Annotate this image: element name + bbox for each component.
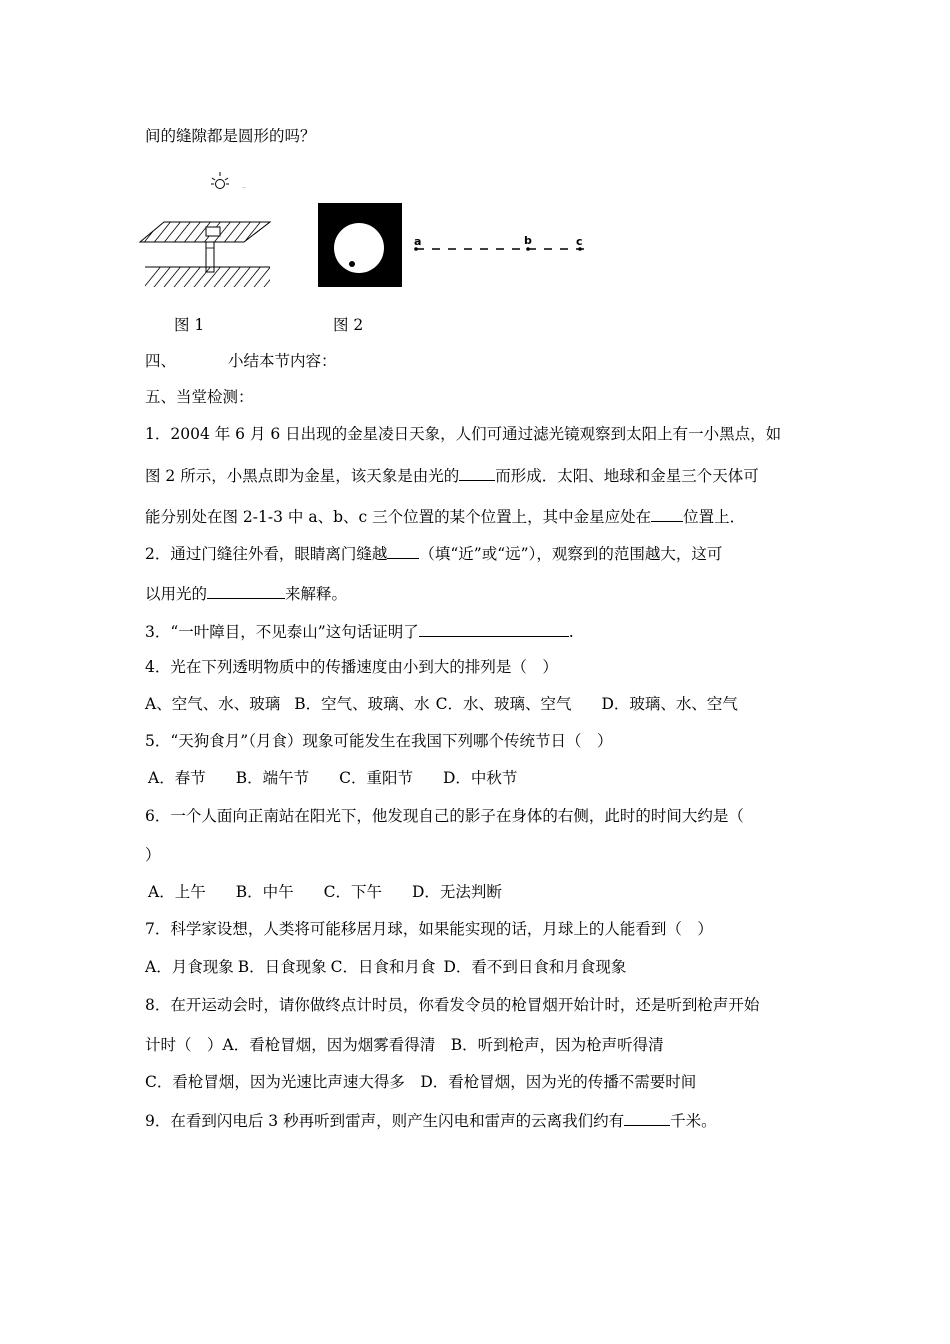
intro-line: 间的缝隙都是圆形的吗？ — [145, 127, 316, 145]
q8-line-1: 8．在开运动会时，请你做终点计时员，你看发令员的枪冒烟开始计时，还是听到枪声开始 — [145, 996, 760, 1014]
q1-line-3a: 能分别处在图 2-1-3 中 a、b、c 三个位置的某个位置上，其中金星应处在 — [145, 508, 652, 526]
section-summary-number: 四、 — [145, 352, 177, 370]
figure-1-diagram — [140, 170, 275, 295]
q2-blank-1[interactable] — [387, 543, 419, 559]
q2-line-1a: 2．通过门缝往外看，眼睛离门缝越 — [145, 545, 388, 563]
q9-end: 千米。 — [670, 1112, 717, 1130]
q1-line-2 — [145, 465, 759, 486]
q3-line — [145, 621, 574, 642]
q2-blank-2[interactable] — [207, 583, 285, 599]
section-summary — [145, 351, 337, 371]
q6-line-1: 6．一个人面向正南站在阳光下，他发现自己的影子在身体的右侧，此时的时间大约是（ — [145, 807, 744, 825]
q4-stem: 4．光在下列透明物质中的传播速度由小到大的排列是（ ） — [145, 658, 558, 676]
q6-option-d: D．无法判断 — [411, 883, 502, 901]
q7-option-c: C．日食和月食 — [330, 958, 436, 976]
q4-option-b: B．空气、玻璃、水 — [294, 695, 430, 713]
q1-line-2b: 而形成．太阳、地球和金星三个天体可 — [495, 467, 759, 485]
q6-option-c: C．下午 — [323, 883, 382, 901]
q7-option-a: A．月食现象 — [145, 958, 234, 976]
q3-stem: 3．“一叶障目，不见泰山”这句话证明了 — [145, 623, 419, 641]
q9-line — [145, 1110, 717, 1131]
q1-line-3 — [145, 506, 745, 527]
q1-line-2a: 图 2 所示，小黑点即为金星，该天象是由光的 — [145, 467, 460, 485]
q1-line-3b: 位置上． — [683, 508, 746, 526]
q6-line-2: ） — [145, 846, 161, 864]
q1-blank-2[interactable] — [651, 506, 683, 522]
venus-dot — [349, 261, 355, 267]
q2-line-1b: （填“近”或“远”），观察到的范围越大，这可 — [419, 545, 723, 563]
point-b-label: b — [524, 234, 532, 247]
q1-line-1: 1．2004 年 6 月 6 日出现的金星凌日天象，人们可通过滤光镜观察到太阳上有一小黑点，如 — [145, 425, 782, 443]
q2-line-2b: 来解释。 — [285, 585, 348, 603]
q5-options — [148, 768, 517, 788]
q4-option-d: D．玻璃、水、空气 — [601, 695, 738, 713]
q4-options — [145, 694, 738, 714]
q5-option-b: B．端午节 — [235, 769, 310, 787]
q2-line-2a: 以用光的 — [145, 585, 208, 603]
q5-option-d: D．中秋节 — [442, 769, 518, 787]
q6-options — [148, 882, 502, 902]
q1-blank-1[interactable] — [459, 465, 495, 481]
figure-1-caption: 图 1 — [174, 316, 205, 334]
sun-disc — [334, 223, 384, 273]
q4-option-a: A、空气、水、玻璃 — [145, 695, 281, 713]
q5-stem: 5．“天狗食月”（月食）现象可能发生在我国下列哪个传统节日（ ） — [145, 732, 613, 750]
section-summary-text: 小结本节内容： — [228, 352, 337, 370]
q7-option-d: D．看不到日食和月食现象 — [443, 958, 627, 976]
lamp-icon — [211, 172, 246, 190]
q3-end: . — [568, 623, 574, 641]
q8-line-2: 计时（ ）A．看枪冒烟，因为烟雾看得清 B．听到枪声，因为枪声听得清 — [145, 1036, 664, 1054]
section-test: 五、当堂检测： — [145, 388, 254, 406]
q4-option-c: C．水、玻璃、空气 — [435, 695, 572, 713]
point-c-label: c — [576, 235, 583, 248]
q3-blank[interactable] — [419, 621, 569, 637]
q2-line-1 — [145, 543, 722, 564]
svg-text:..: .. — [242, 183, 246, 190]
q9-blank[interactable] — [624, 1110, 670, 1126]
q7-stem: 7．科学家设想，人类将可能移居月球，如果能实现的话，月球上的人能看到（ ） — [145, 920, 713, 938]
q2-line-2 — [145, 583, 347, 604]
q7-options — [145, 957, 626, 977]
q6-option-a: A．上午 — [148, 883, 206, 901]
q5-option-c: C．重阳节 — [339, 769, 413, 787]
figure-2-caption: 图 2 — [333, 316, 364, 334]
q8-line-3: C．看枪冒烟，因为光速比声速大得多 D．看枪冒烟，因为光的传播不需要时间 — [145, 1073, 697, 1091]
q9-stem: 9．在看到闪电后 3 秒再听到雷声，则产生闪电和雷声的云离我们约有 — [145, 1112, 625, 1130]
point-a-label: a — [414, 235, 422, 248]
q6-option-b: B．中午 — [235, 883, 294, 901]
q7-option-b: B．日食现象 — [237, 958, 327, 976]
figure-2-diagram — [318, 203, 593, 291]
q5-option-a: A．春节 — [148, 769, 206, 787]
